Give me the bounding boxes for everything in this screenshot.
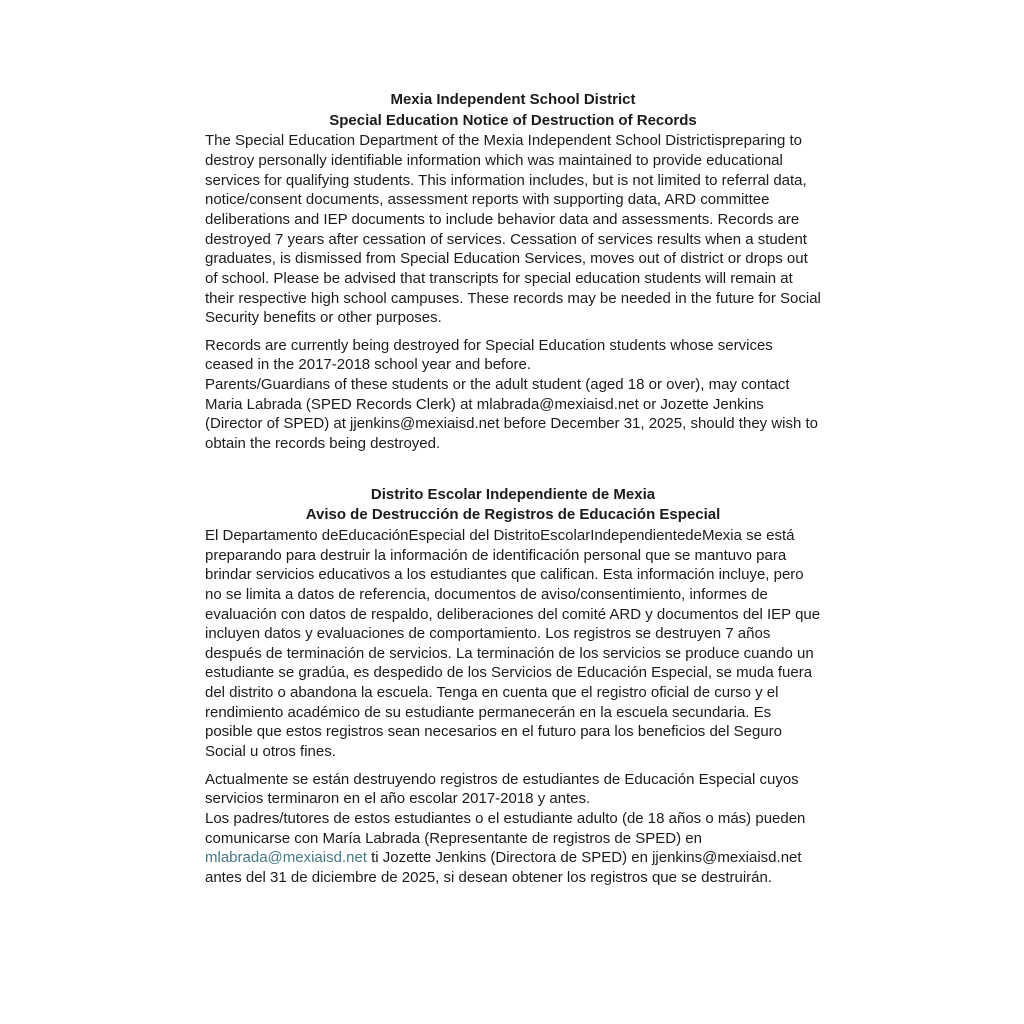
document-page [205, 90, 821, 888]
current-destruction-statement-es: Actualmente se están destruyendo registros de estudiantes de Educación Especial cuyos servicios terminaron en el año escolar 2017-2018 y antes. [205, 770, 799, 808]
contact-text-after-link: ti Jozette Jenkins (Directora de SPED) en jjenkins@mexiaisd.net antes del 31 de diciembre de 2025, si desean obtener los registros que se destruirán. [205, 849, 802, 886]
notice-subtitle-es: Aviso de Destrucción de Registros de Educación Especial [305, 506, 721, 524]
contact-paragraph-en: Parents/Guardians of these students or the adult student (aged 18 or over), may contact Maria Labrada (SPED Records Clerk) at mlabrada@mexiaisd.net or Jozette Jenkins (Director of SPED) at jjenkins@mexiaisd.net before December 31, 2025, should they wish to obtain the records being destroyed. [205, 376, 819, 452]
notice-section-english [205, 90, 821, 454]
current-destruction-statement-en: Records are currently being destroyed for Special Education students whose services ceased in the 2017-2018 school year and before. [205, 336, 773, 374]
contact-text-before-link: Los padres/tutores de estos estudiantes o el estudiante adulto (de 18 años o más) pueden comunicarse con María Labrada (Representante de registros de SPED) en [205, 809, 806, 847]
notice-body-en: The Special Education Department of the Mexia Independent School Districtispreparing to destroy personally identifiable information which was maintained to provide educational services for qualifying students. This information includes, but is not limited to referral data, notice/consent documents, assessment reports with supporting data, ARD committee deliberations and IEP documents to include behavior data and assessments. Records are destroyed 7 years after cessation of services. Cessation of services results when a student graduates, is dismissed from Special Education Services, moves out of district or drops out of school. Please be advised that transcripts for special education students will remain at their respective high school campuses. These records may be needed in the future for Social Security benefits or other purposes. [205, 132, 821, 327]
notice-section-spanish [205, 485, 821, 888]
notice-title-spanish [205, 485, 821, 526]
email-link-mlabrada[interactable]: mlabrada@mexiaisd.net [205, 849, 367, 867]
notice-body-es: El Departamento deEducaciónEspecial del DistritoEscolarIndependientedeMexia se está preparando para destruir la información de identificación personal que se mantuvo para brindar servicios educativos a los estudiantes que califican. Esta información incluye, pero no se limita a datos de referencia, documentos de aviso/consentimiento, informes de evaluación con datos de respaldo, deliberaciones del comité ARD y documentos del IEP que incluyen datos y evaluaciones de comportamiento. Los registros se destruyen 7 años después de terminación de servicios. La terminación de los servicios se produce cuando un estudiante se gradúa, es despedido de los Servicios de Educación Especial, se muda fuera del distrito o abandona la escuela. Tenga en cuenta que el registro oficial de curso y el rendimiento académico de su estudiante permanecerán en la escuela secundaria. Es posible que estos registros sean necesarios en el futuro para los beneficios del Seguro Social u otros fines. [205, 527, 821, 761]
district-name-en: Mexia Independent School District [390, 91, 636, 108]
contact-paragraph-es [205, 809, 821, 888]
district-name-es: Distrito Escolar Independiente de Mexia [370, 485, 656, 503]
notice-title-english [205, 90, 821, 131]
notice-subtitle-en: Special Education Notice of Destruction of Records [329, 111, 697, 129]
